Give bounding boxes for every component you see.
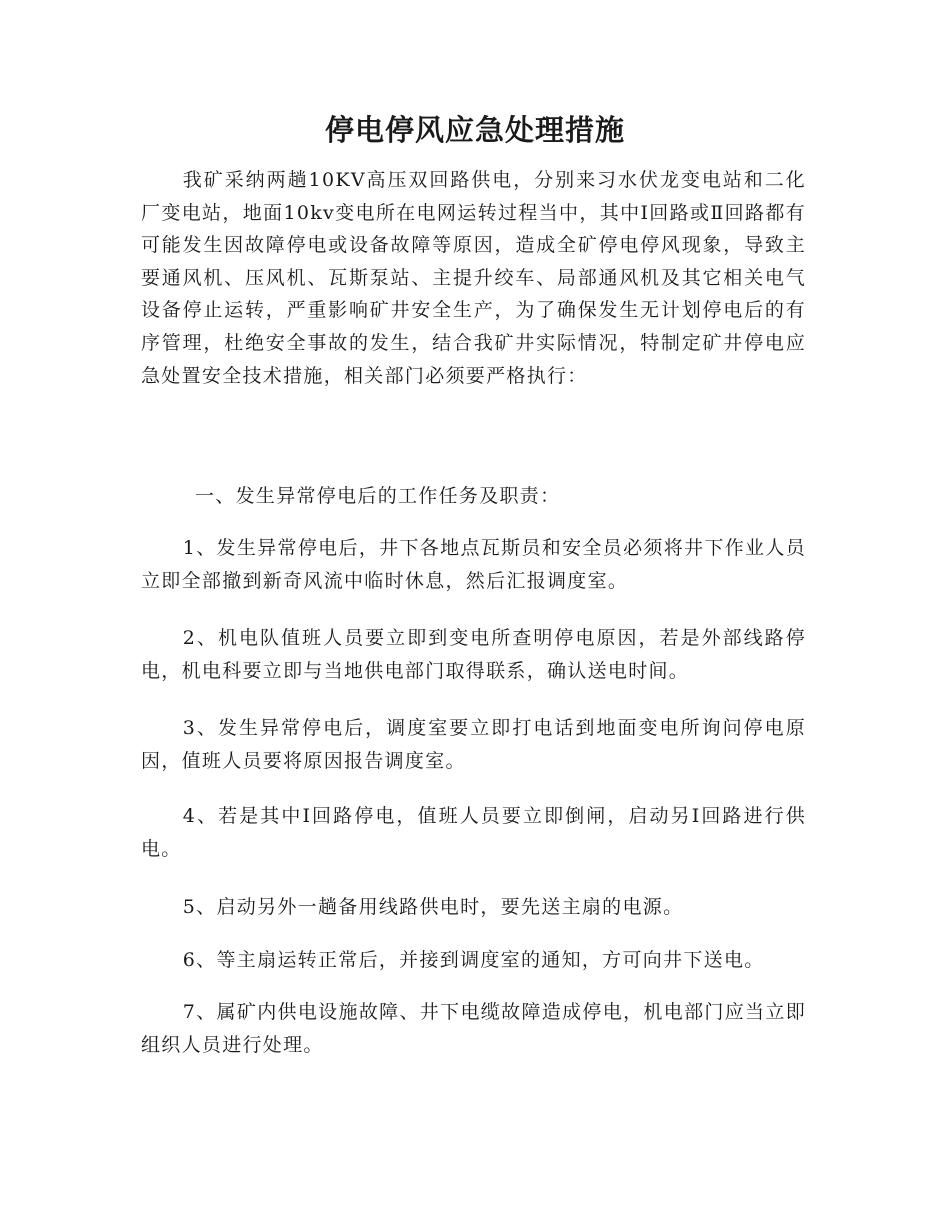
list-item: 2、机电队值班人员要立即到变电所查明停电原因，若是外部线路停电，机电科要立即与当地供电部门取得联系，确认送电时间。 <box>141 627 806 682</box>
intro-paragraph: 我矿采纳两趟10KV高压双回路供电，分别来习水伏龙变电站和二化厂变电站，地面10kv变电所在电网运转过程当中，其中Ⅰ回路或Ⅱ回路都有可能发生因故障停电或设备故障等原因，造成全矿停电停风现象，导致主要通风机、压风机、瓦斯泵站、主提升绞车、局部通风机及其它相关电气设备停止运转，严重影响矿井安全生产，为了确保发生无计划停电后的有序管理，杜绝安全事故的发生，结合我矿井实际情况，特制定矿井停电应急处置安全技术措施，相关部门必须要严格执行： <box>141 169 806 387</box>
list-item: 3、发生异常停电后，调度室要立即打电话到地面变电所询问停电原因，值班人员要将原因报告调度室。 <box>141 717 806 772</box>
list-item: 7、属矿内供电设施故障、井下电缆故障造成停电，机电部门应当立即组织人员进行处理。 <box>141 1001 806 1056</box>
list-item: 4、若是其中Ⅰ回路停电，值班人员要立即倒闸，启动另Ⅰ回路进行供电。 <box>141 805 806 860</box>
document-title: 停电停风应急处理措施 <box>324 113 625 147</box>
list-item: 6、等主扇运转正常后，并接到调度室的通知，方可向井下送电。 <box>182 949 765 971</box>
section-heading: 一、发生异常停电后的工作任务及职责： <box>195 485 561 507</box>
list-item: 5、启动另外一趟备用线路供电时，要先送主扇的电源。 <box>182 896 684 918</box>
list-item: 1、发生异常停电后，井下各地点瓦斯员和安全员必须将井下作业人员立即全部撤到新奇风流中临时休息，然后汇报调度室。 <box>141 537 806 592</box>
